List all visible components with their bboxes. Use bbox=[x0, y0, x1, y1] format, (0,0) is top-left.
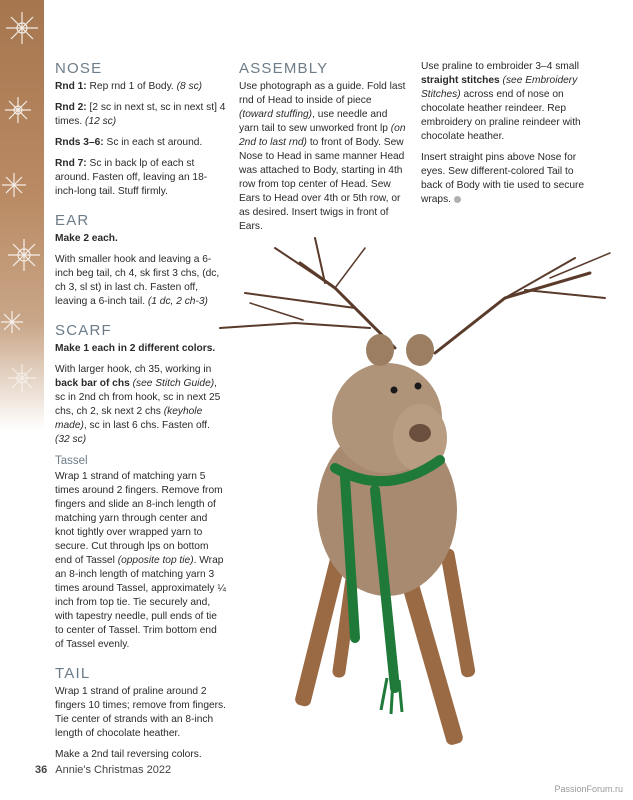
right-ear bbox=[406, 334, 434, 366]
snowflake-icon bbox=[8, 364, 36, 392]
scarf-tassel bbox=[381, 678, 402, 714]
left-ear bbox=[366, 334, 394, 366]
snowflake-icon bbox=[2, 173, 26, 197]
assembly-instructions: Use photograph as a guide. Fold last rnd of Head to inside of piece (toward stuffing), use needle and yarn tail to sew unworked front lp (on 2nd to last rnd) to front of Body. Sew Nose to Head in same manner Head was attached to Body, starting in 4th row from top center of Head. Sew Ears to Head over 4th or 5th row, or as desired. Insert twigs in front of Ears. bbox=[239, 81, 406, 232]
page-number: 36 bbox=[35, 764, 48, 776]
nose-rnd7: Rnd 7: Sc in back lp of each st around. Fasten off, leaving an 18-inch-long tail. Stuff firmly. bbox=[55, 158, 208, 197]
tail-second: Make a 2nd tail reversing colors. bbox=[55, 749, 202, 760]
snowflake-icon bbox=[6, 12, 38, 44]
embroidery-instructions: Use praline to embroider 3–4 small straight stitches (see Embroidery Stitches) across end of nose on chocolate heather reindeer. Rep embroidery on praline reindeer with chocolate heather. bbox=[421, 61, 581, 142]
snowflake-icon bbox=[1, 311, 23, 333]
snowflake-icon bbox=[5, 97, 31, 123]
nose-heading: NOSE bbox=[55, 60, 103, 77]
tassel-instructions: Wrap 1 strand of matching yarn 5 times around 2 fingers. Remove from fingers and slide an 8-inch length of matching yarn through center and knot tightly over wrapped yarn to secure. Cut through lps on bottom end of Tassel (opposite top tie). Wrap an 8-inch length of matching yarn 3 times around Tassel, approximately ¼ inch from top tie. Tie securely and, with tapestry needle, pull ends of tie to center of Tassel. Trim bottom end of Tassel evenly. bbox=[55, 471, 226, 650]
tail-instructions: Wrap 1 strand of praline around 2 fingers 10 times; remove from fingers. Tie center of strands with an 8-inch length of chocolate heather. bbox=[55, 686, 226, 739]
watermark: PassionForum.ru bbox=[554, 784, 623, 794]
left-eye bbox=[391, 387, 398, 394]
scarf-heading: SCARF bbox=[55, 322, 112, 339]
ear-heading: EAR bbox=[55, 212, 90, 229]
scarf-instructions: With larger hook, ch 35, working in back bar of chs (see Stitch Guide), sc in 2nd ch from hook, sc in next 25 chs, ch 2, sk next 2 chs (keyhole made), sc in last 6 chs. Fasten off. (32 sc) bbox=[55, 364, 221, 445]
tail-heading: TAIL bbox=[55, 665, 91, 682]
tassel-heading: Tassel bbox=[55, 455, 88, 467]
nose-tip bbox=[409, 424, 431, 442]
assembly-heading: ASSEMBLY bbox=[239, 60, 329, 77]
nose-rnd2: Rnd 2: [2 sc in next st, sc in next st] 4 times. (12 sc) bbox=[55, 102, 226, 127]
nose-rnd1: Rnd 1: Rep rnd 1 of Body. (8 sc) bbox=[55, 81, 203, 92]
snowflake-icon bbox=[8, 239, 40, 271]
reindeer-photo bbox=[205, 228, 633, 788]
decorative-side-band bbox=[0, 0, 44, 430]
right-eye bbox=[415, 383, 422, 390]
snowflake-icons bbox=[0, 0, 44, 430]
nose-rnd3-6: Rnds 3–6: Sc in each st around. bbox=[55, 137, 203, 148]
middle-column bbox=[239, 60, 407, 241]
end-bullet-icon bbox=[454, 196, 461, 203]
page-footer bbox=[35, 764, 171, 776]
left-column bbox=[55, 60, 227, 769]
scarf-make: Make 1 each in 2 different colors. bbox=[55, 343, 216, 354]
magazine-title: Annie's Christmas 2022 bbox=[55, 764, 172, 776]
ear-make: Make 2 each. bbox=[55, 233, 118, 244]
ear-instructions: With smaller hook and leaving a 6-inch beg tail, ch 4, sk first 3 chs, (dc, ch 3, sl st) in last ch. Fasten off, leaving a 6-inch tail. (1 dc, 2 ch-3) bbox=[55, 254, 220, 307]
right-column bbox=[421, 60, 593, 214]
eyes-tail-instructions: Insert straight pins above Nose for eyes. Sew different-colored Tail to back of Body with tie used to secure wraps. bbox=[421, 152, 585, 205]
